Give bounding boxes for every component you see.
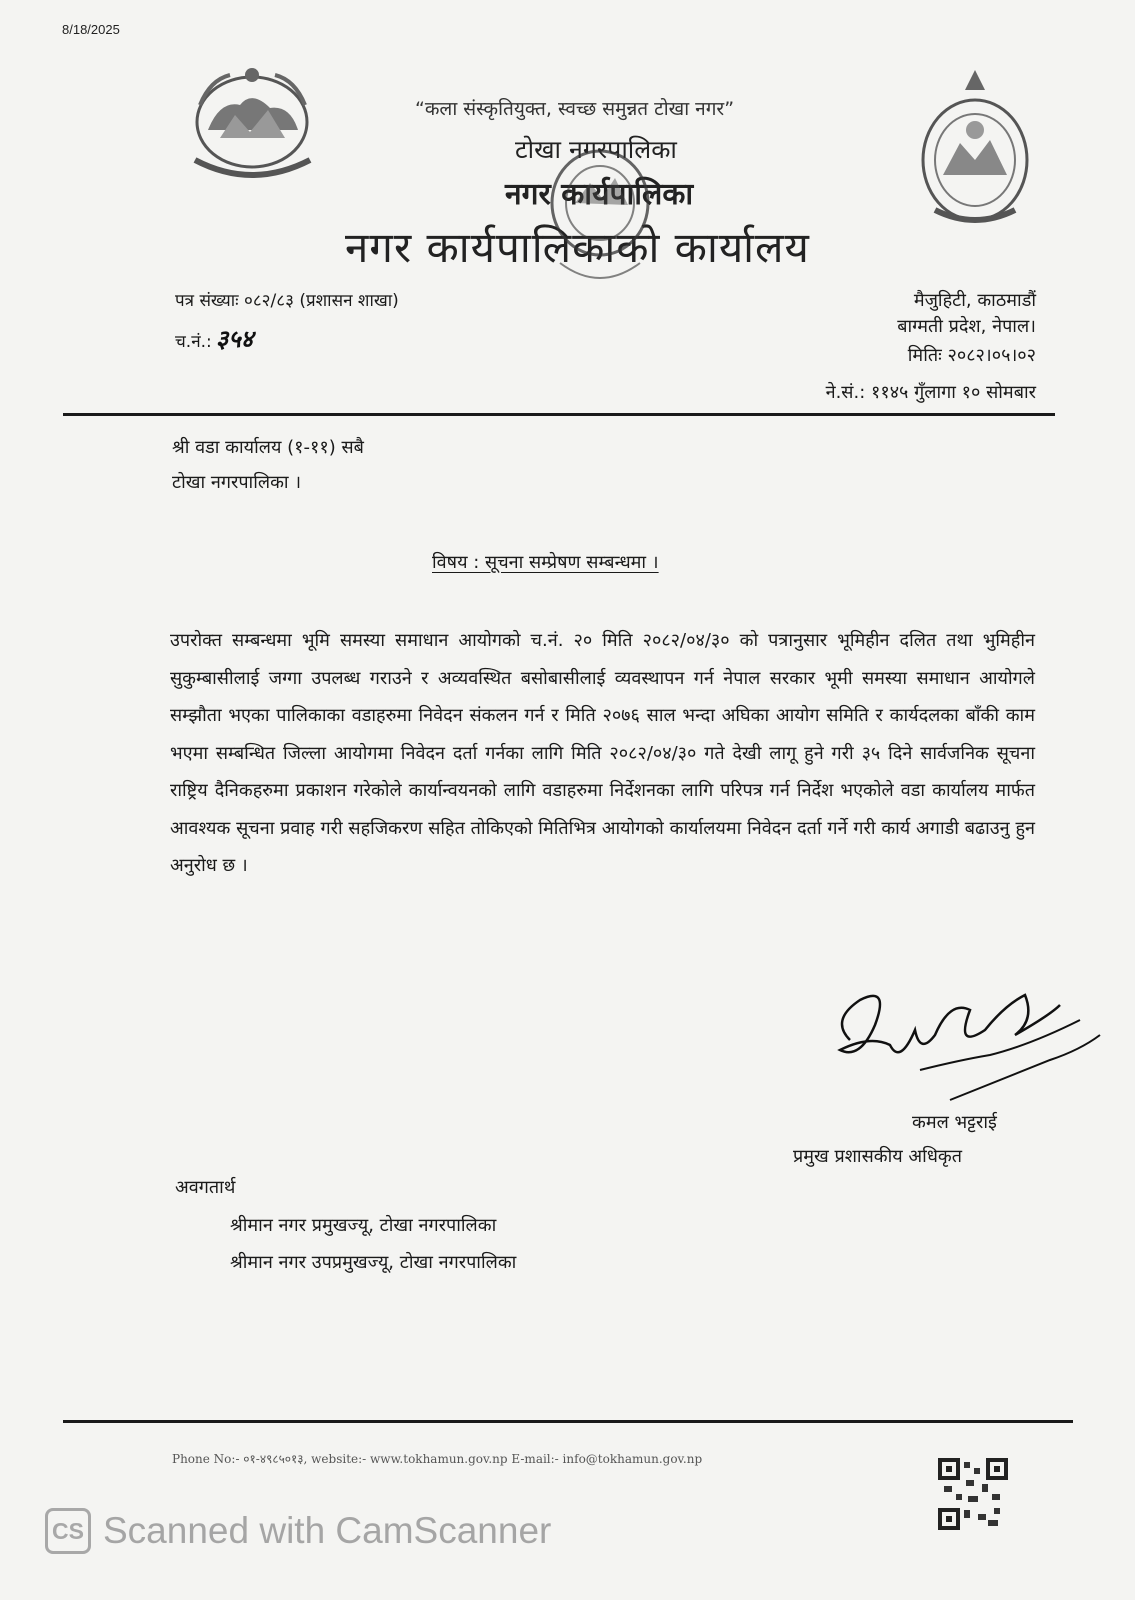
letter-date: मितिः २०८२।०५।०२ bbox=[907, 345, 1036, 366]
subject-line: विषय : सूचना सम्प्रेषण सम्बन्धमा । bbox=[432, 552, 659, 573]
cc-item: श्रीमान नगर प्रमुखज्यू, टोखा नगरपालिका bbox=[230, 1215, 497, 1236]
body-paragraph: उपरोक्त सम्बन्धमा भूमि समस्या समाधान आयोगको च.नं. २० मिति २०८२/०४/३० को पत्रानुसार भूमिहीन दलित तथा भुमिहीन सुकुम्बासीलाई जग्गा उपलब्ध गराउने र अव्यवस्थित बसोबासीलाई व्यवस्थापन गर्न नेपाल सरकार भूमी समस्या समाधान आयोगले सम्झौता भएका पालिकाका वडाहरुमा निवेदन संकलन गर्न र मिति २०७६ साल भन्दा अघिका आयोग समिति र कार्यदलका बाँकी काम भएमा सम्बन्धित जिल्ला आयोगमा निवेदन दर्ता गर्नका लागि मिति २०८२/०४/३० गते देखी लागू हुने गरी ३५ दिने सार्वजनिक सूचना राष्ट्रिय दैनिकहरुमा प्रकाशन गरेकोले कार्यान्वयनको लागि वडाहरुमा निर्देशनका लागि परिपत्र गर्न निर्देश भएकोले वडा कार्यालय मार्फत आवश्यक सूचना प्रवाह गरी सहजिकरण सहित तोकिएको मितिभित्र आयोगको कार्यालयमा निवेदन दर्ता गर्ने गरी कार्य अगाडी बढाउनु हुन अनुरोध छ । bbox=[170, 630, 1035, 876]
cc-item: श्रीमान नगर उपप्रमुखज्यू, टोखा नगरपालिका bbox=[230, 1252, 517, 1273]
address-line-1: मैजुहिटी, काठमाडौं bbox=[913, 290, 1036, 311]
municipality-subtitle: नगर कार्यपालिका bbox=[505, 177, 694, 212]
signatory-title: प्रमुख प्रशासकीय अधिकृत bbox=[793, 1146, 962, 1167]
letter-number: पत्र संख्याः ०८२/८३ (प्रशासन शाखा) bbox=[175, 291, 399, 311]
office-stamp-icon bbox=[540, 143, 660, 313]
dispatch-number-label: च.नं.: bbox=[175, 332, 212, 352]
municipality-name: टोखा नगरपालिका bbox=[515, 135, 677, 164]
signatory-name: कमल भट्टराई bbox=[912, 1112, 997, 1133]
header-divider bbox=[63, 413, 1055, 416]
footer-divider bbox=[63, 1420, 1073, 1423]
office-title: नगर कार्यपालिकाको कार्यालय bbox=[345, 223, 810, 272]
address-line-2: बाग्मती प्रदेश, नेपाल। bbox=[897, 316, 1036, 337]
signature-icon bbox=[820, 980, 1120, 1120]
dispatch-number bbox=[175, 322, 253, 355]
watermark-text: Scanned with CamScanner bbox=[103, 1510, 552, 1551]
nepal-emblem-icon bbox=[180, 60, 325, 185]
cc-heading: अवगतार्थ bbox=[175, 1177, 236, 1198]
recipient-line-1: श्री वडा कार्यालय (१-११) सबै bbox=[172, 437, 364, 458]
camscanner-logo: CS bbox=[45, 1508, 91, 1554]
footer-contact: Phone No:- ०१-४९८५०१३, website:- www.tokhamun.gov.np E-mail:- info@tokhamun.gov.np bbox=[172, 1452, 703, 1466]
scan-date: 8/18/2025 bbox=[62, 22, 120, 37]
recipient-line-2: टोखा नगरपालिका । bbox=[172, 472, 302, 493]
qr-code-icon bbox=[938, 1458, 1008, 1530]
municipality-logo-icon bbox=[915, 65, 1035, 225]
nepal-sambat-date: ने.सं.: ११४५ गुँलागा १० सोमबार bbox=[825, 382, 1036, 403]
letter-body bbox=[170, 622, 1035, 885]
camscanner-watermark bbox=[45, 1508, 551, 1554]
slogan: “कला संस्कृतियुक्त, स्वच्छ समुन्नत टोखा नगर” bbox=[415, 98, 735, 120]
dispatch-number-value: ३५४ bbox=[215, 324, 254, 353]
